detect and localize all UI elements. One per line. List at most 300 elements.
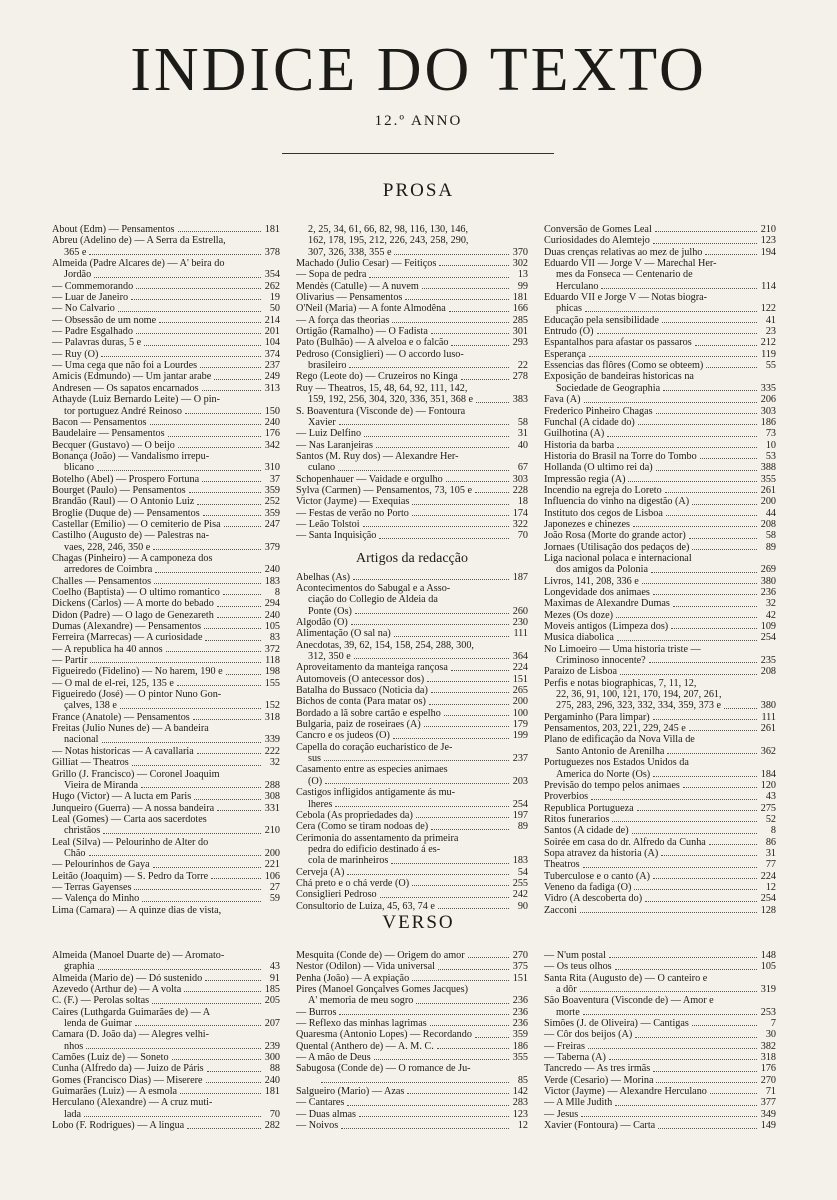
leader-dots bbox=[673, 606, 757, 607]
entry-text: S. Boaventura (Visconde de) — Fontoura bbox=[296, 405, 466, 417]
page-number: 275 bbox=[760, 802, 776, 814]
entry-text: Mezes (Os doze) bbox=[544, 609, 614, 621]
page-number: 99 bbox=[517, 280, 528, 292]
entry-text: culano bbox=[308, 462, 336, 474]
index-entry bbox=[544, 621, 776, 632]
page-number: 270 bbox=[512, 950, 528, 961]
leader-dots bbox=[635, 1037, 757, 1038]
entry-text: O'Neil (Maria) — A fonte Almodêna bbox=[296, 303, 446, 315]
entry-text: 162, 178, 195, 212, 226, 243, 258, 290, bbox=[308, 235, 469, 247]
entry-text: Dumas (Alexandre) — Pensamentos bbox=[52, 621, 202, 633]
leader-dots bbox=[431, 692, 509, 693]
index-entry bbox=[52, 700, 280, 711]
index-entry bbox=[52, 791, 280, 802]
leader-dots bbox=[335, 806, 509, 807]
leader-dots bbox=[692, 504, 757, 505]
entry-text: Guimarães (Luiz) — A esmola bbox=[52, 1086, 178, 1098]
page-number: 236 bbox=[512, 995, 528, 1007]
page-number: 10 bbox=[765, 439, 776, 451]
index-entry bbox=[52, 326, 280, 337]
index-entry bbox=[296, 821, 528, 832]
page-number: 149 bbox=[760, 1120, 776, 1132]
leader-dots bbox=[617, 640, 757, 641]
index-entry bbox=[52, 995, 280, 1006]
leader-dots bbox=[359, 1116, 509, 1117]
leader-dots bbox=[392, 322, 509, 323]
entry-text: — Ruy (O) bbox=[52, 348, 99, 360]
entry-text: Zacconi bbox=[544, 904, 577, 916]
index-entry bbox=[544, 632, 776, 643]
entry-text: Caires (Luthgarda Guimarães de) — A bbox=[52, 1006, 211, 1018]
entry-text: — Obsessão de um nome bbox=[52, 314, 157, 326]
entry-text: 365 e bbox=[64, 246, 87, 258]
index-entry bbox=[296, 508, 528, 519]
page-number: 197 bbox=[512, 809, 528, 821]
entry-text: Curiosidades do Alemtejo bbox=[544, 235, 650, 247]
leader-dots bbox=[178, 447, 261, 448]
page-number: 278 bbox=[512, 371, 528, 383]
index-entry bbox=[296, 269, 528, 280]
page-number: 221 bbox=[264, 859, 280, 871]
index-entry bbox=[296, 583, 528, 594]
index-entry bbox=[544, 644, 776, 655]
index-entry bbox=[544, 530, 776, 541]
leader-dots bbox=[217, 810, 261, 811]
leader-dots bbox=[184, 991, 261, 992]
entry-text: Jornaes (Utilisação dos pedaços de) bbox=[544, 541, 690, 553]
index-entry bbox=[52, 825, 280, 836]
entry-text: Nestor (Odilon) — Vida universal bbox=[296, 961, 435, 973]
index-entry bbox=[52, 258, 280, 269]
index-entry bbox=[52, 292, 280, 303]
leader-dots bbox=[655, 231, 757, 232]
leader-dots bbox=[653, 243, 757, 244]
entry-text: C. (F.) — Perolas soltas bbox=[52, 995, 150, 1007]
entry-text: a dôr bbox=[556, 984, 577, 996]
index-entry bbox=[296, 440, 528, 451]
page-number: 151 bbox=[512, 673, 528, 685]
index-entry bbox=[52, 757, 280, 768]
page-number: 123 bbox=[760, 235, 776, 247]
leader-dots bbox=[427, 681, 509, 682]
entry-text: Historia do Brasil na Torre do Tombo bbox=[544, 450, 697, 462]
index-entry bbox=[52, 451, 280, 462]
page-number: 354 bbox=[264, 269, 280, 281]
entry-text: — O mal de el-rei, 125, 135 e bbox=[52, 677, 174, 689]
entry-text: tor portuguez André Reinoso bbox=[64, 405, 182, 417]
leader-dots bbox=[692, 1025, 757, 1026]
page-number: 200 bbox=[264, 847, 280, 859]
index-entry bbox=[296, 810, 528, 821]
entry-text: Proverbios bbox=[544, 791, 589, 803]
page-number: 203 bbox=[512, 775, 528, 787]
entry-text: 312, 350 e bbox=[308, 651, 351, 663]
leader-dots bbox=[633, 526, 757, 527]
entry-text: — Cantares bbox=[296, 1097, 345, 1109]
entry-text: A' memoria de meu sogro bbox=[308, 995, 414, 1007]
index-entry bbox=[296, 730, 528, 741]
page-number: 70 bbox=[517, 530, 528, 542]
page-number: 122 bbox=[760, 303, 776, 315]
leader-dots bbox=[202, 390, 261, 391]
index-entry bbox=[296, 451, 528, 462]
entry-text: Chá preto e o chá verde (O) bbox=[296, 877, 410, 889]
page-number: 377 bbox=[760, 1097, 776, 1109]
entry-text: Lima (Camara) — A quinze dias de vista, bbox=[52, 904, 222, 916]
page-number: 73 bbox=[765, 428, 776, 440]
entry-text: — Sopa de pedra bbox=[296, 269, 367, 281]
index-entry bbox=[296, 1041, 528, 1052]
leader-dots bbox=[632, 833, 757, 834]
index-entry bbox=[296, 326, 528, 337]
index-entry bbox=[52, 1063, 280, 1074]
entry-text: Santos (M. Ruy dos) — Alexandre Her- bbox=[296, 450, 459, 462]
leader-dots bbox=[144, 345, 261, 346]
leader-dots bbox=[89, 855, 261, 856]
entry-text: Paraizo de Lisboa bbox=[544, 666, 617, 678]
index-entry bbox=[296, 394, 528, 405]
page-number: 359 bbox=[512, 1029, 528, 1041]
index-entry bbox=[296, 787, 528, 798]
entry-text: — Duas almas bbox=[296, 1108, 356, 1120]
index-entry bbox=[52, 1120, 280, 1131]
index-entry bbox=[52, 247, 280, 258]
page-number: 176 bbox=[760, 1063, 776, 1075]
page-number: 240 bbox=[264, 1074, 280, 1086]
leader-dots bbox=[583, 867, 757, 868]
page-number: 372 bbox=[264, 643, 280, 655]
index-entry bbox=[544, 383, 776, 394]
entry-text: — Partir bbox=[52, 655, 88, 667]
leader-dots bbox=[120, 708, 261, 709]
index-entry bbox=[544, 519, 776, 530]
page-number: 310 bbox=[264, 462, 280, 474]
entry-text: No Limoeiro — Uma historia triste — bbox=[544, 643, 701, 655]
index-entry bbox=[544, 882, 776, 893]
index-entry bbox=[544, 508, 776, 519]
entry-text: France (Anatole) — Pensamentos bbox=[52, 711, 190, 723]
leader-dots bbox=[412, 515, 509, 516]
page-number: 239 bbox=[264, 1040, 280, 1052]
entry-text: — Luiz Delfino bbox=[296, 428, 362, 440]
leader-dots bbox=[444, 715, 509, 716]
entry-text: Freitas (Julio Nunes de) — A bandeira bbox=[52, 723, 209, 735]
leader-dots bbox=[653, 878, 757, 879]
page-number: 270 bbox=[760, 1074, 776, 1086]
index-entry bbox=[544, 1086, 776, 1097]
index-entry bbox=[52, 337, 280, 348]
entry-text: Leal (Silva) — Pelourinho de Alter do bbox=[52, 836, 209, 848]
leader-dots bbox=[451, 670, 509, 671]
leader-dots bbox=[364, 436, 509, 437]
page-number: 254 bbox=[512, 798, 528, 810]
leader-dots bbox=[665, 492, 757, 493]
leader-dots bbox=[412, 504, 509, 505]
entry-text: Grillo (J. Francisco) — Coronel Joaquim bbox=[52, 768, 220, 780]
index-entry bbox=[52, 1097, 280, 1108]
page-number: 155 bbox=[264, 677, 280, 689]
index-entry bbox=[52, 1109, 280, 1120]
index-entry bbox=[544, 837, 776, 848]
verso-column-2 bbox=[296, 950, 528, 1132]
leader-dots bbox=[416, 817, 509, 818]
index-entry bbox=[52, 315, 280, 326]
index-entry bbox=[52, 848, 280, 859]
entry-text: graphia bbox=[64, 961, 95, 973]
leader-dots bbox=[584, 402, 758, 403]
leader-dots bbox=[580, 991, 757, 992]
index-entry bbox=[52, 655, 280, 666]
entry-text: Cebola (As propriedades da) bbox=[296, 809, 413, 821]
index-entry bbox=[296, 651, 528, 662]
leader-dots bbox=[86, 1048, 261, 1049]
entry-text: — N'um postal bbox=[544, 950, 606, 961]
entry-text: Incendio na egreja do Loreto bbox=[544, 484, 662, 496]
leader-dots bbox=[695, 345, 757, 346]
page-number: 89 bbox=[517, 821, 528, 833]
entry-text: Herculano bbox=[556, 280, 599, 292]
section-heading-prosa: PROSA bbox=[382, 180, 455, 201]
entry-text: — Commemorando bbox=[52, 280, 134, 292]
page-number: 236 bbox=[512, 1018, 528, 1030]
entry-text: Baudelaire — Pensamentos bbox=[52, 428, 165, 440]
index-entry bbox=[296, 281, 528, 292]
entry-text: Quental (Anthero de) — A. M. C. bbox=[296, 1040, 434, 1052]
leader-dots bbox=[226, 674, 261, 675]
index-entry bbox=[52, 803, 280, 814]
leader-dots bbox=[438, 969, 509, 970]
index-entry bbox=[544, 712, 776, 723]
index-entry bbox=[544, 258, 776, 269]
leader-dots bbox=[224, 526, 261, 527]
entry-text: Sabugosa (Conde de) — O romance de Ju- bbox=[296, 1063, 471, 1075]
entry-text: Gilliat — Theatros bbox=[52, 757, 129, 769]
index-entry bbox=[544, 281, 776, 292]
index-entry bbox=[296, 1075, 528, 1086]
index-entry bbox=[296, 1007, 528, 1018]
entry-text: Eduardo VII e Jorge V — Notas biogra- bbox=[544, 292, 708, 304]
index-entry bbox=[52, 235, 280, 246]
title-divider bbox=[282, 153, 554, 154]
page-number: 230 bbox=[512, 617, 528, 628]
page-number: 200 bbox=[760, 496, 776, 508]
page-number: 359 bbox=[264, 484, 280, 496]
leader-dots bbox=[616, 617, 757, 618]
entry-text: Rego (Leote do) — Cruzeiros no Kinga bbox=[296, 371, 458, 383]
page-number: 181 bbox=[512, 292, 528, 304]
leader-dots bbox=[339, 1014, 509, 1015]
leader-dots bbox=[700, 458, 757, 459]
page-number: 31 bbox=[765, 847, 776, 859]
index-entry bbox=[296, 337, 528, 348]
page-number: 265 bbox=[512, 685, 528, 697]
page-number: 111 bbox=[513, 628, 528, 640]
entry-text: — A mão de Deus bbox=[296, 1052, 371, 1064]
entry-text: Abreu (Adelino de) — A Serra da Estrella, bbox=[52, 235, 226, 247]
entry-text: Xavier (Fontoura) — Carta bbox=[544, 1120, 656, 1132]
leader-dots bbox=[394, 254, 509, 255]
leader-dots bbox=[653, 1071, 757, 1072]
leader-dots bbox=[724, 708, 757, 709]
leader-dots bbox=[405, 299, 509, 300]
leader-dots bbox=[416, 1003, 509, 1004]
entry-text: Aproveitamento da manteiga rançosa bbox=[296, 662, 448, 674]
page-number: 383 bbox=[512, 394, 528, 406]
leader-dots bbox=[206, 1082, 261, 1083]
leader-dots bbox=[205, 980, 261, 981]
index-entry bbox=[544, 1007, 776, 1018]
entry-text: pedra do edificio destinado á es- bbox=[308, 843, 441, 855]
entry-text: Consiglieri Pedroso bbox=[296, 889, 377, 901]
index-entry bbox=[296, 594, 528, 605]
entry-text: — Nas Laranjeiras bbox=[296, 439, 373, 451]
index-entry bbox=[52, 428, 280, 439]
index-entry bbox=[52, 882, 280, 893]
index-entry bbox=[52, 485, 280, 496]
page-number: 237 bbox=[264, 360, 280, 372]
leader-dots bbox=[347, 874, 509, 875]
page-number: 142 bbox=[512, 1086, 528, 1098]
entry-text: lheres bbox=[308, 798, 333, 810]
page-number: 150 bbox=[264, 405, 280, 417]
leader-dots bbox=[136, 333, 261, 334]
leader-dots bbox=[197, 504, 261, 505]
page-number: 235 bbox=[760, 655, 776, 667]
entry-text: Guilhotina (A) bbox=[544, 428, 605, 440]
leader-dots bbox=[154, 583, 261, 584]
page-number: 200 bbox=[512, 696, 528, 708]
leader-dots bbox=[424, 726, 509, 727]
page-number: 242 bbox=[512, 889, 528, 901]
index-entry bbox=[52, 303, 280, 314]
index-entry bbox=[52, 281, 280, 292]
leader-dots bbox=[585, 311, 757, 312]
page-number: 90 bbox=[517, 900, 528, 912]
index-entry bbox=[296, 235, 528, 246]
leader-dots bbox=[204, 628, 261, 629]
entry-text: Penha (João) — A expiação bbox=[296, 972, 410, 984]
index-entry bbox=[296, 662, 528, 673]
entry-text: Espantalhos para afastar os passaros bbox=[544, 337, 692, 349]
index-entry bbox=[544, 871, 776, 882]
page-number: 255 bbox=[512, 877, 528, 889]
page-number: 54 bbox=[517, 866, 528, 878]
leader-dots bbox=[150, 424, 261, 425]
page-number: 349 bbox=[760, 1108, 776, 1120]
index-entry bbox=[544, 1075, 776, 1086]
index-entry bbox=[296, 719, 528, 730]
leader-dots bbox=[710, 1093, 757, 1094]
page-number: 224 bbox=[512, 662, 528, 674]
entry-text: 275, 283, 296, 323, 332, 334, 359, 373 e bbox=[556, 700, 721, 712]
index-entry bbox=[296, 685, 528, 696]
leader-dots bbox=[379, 538, 509, 539]
index-entry bbox=[544, 235, 776, 246]
page-number: 100 bbox=[512, 707, 528, 719]
page-number: 181 bbox=[264, 1086, 280, 1098]
entry-text: Schopenhauer — Vaidade e orgulho bbox=[296, 473, 443, 485]
entry-text: — Leão Tolstoi bbox=[296, 518, 360, 530]
index-entry bbox=[296, 867, 528, 878]
leader-dots bbox=[615, 1105, 757, 1106]
index-entry bbox=[52, 474, 280, 485]
leader-dots bbox=[651, 572, 757, 573]
index-entry bbox=[544, 700, 776, 711]
index-entry bbox=[296, 519, 528, 530]
entry-text: Mendès (Catulle) — A nuvem bbox=[296, 280, 419, 292]
entry-text: Mesquita (Conde de) — Origem do amor bbox=[296, 950, 465, 961]
index-entry bbox=[52, 553, 280, 564]
leader-dots bbox=[155, 572, 261, 573]
leader-dots bbox=[446, 481, 509, 482]
entry-text: Impressão regia (A) bbox=[544, 473, 626, 485]
index-entry bbox=[544, 1120, 776, 1131]
entry-text: (O) bbox=[308, 775, 323, 787]
leader-dots bbox=[475, 492, 509, 493]
index-entry bbox=[544, 689, 776, 700]
leader-dots bbox=[667, 753, 757, 754]
leader-dots bbox=[90, 662, 261, 663]
leader-dots bbox=[422, 288, 509, 289]
leader-dots bbox=[583, 1014, 757, 1015]
index-entry bbox=[544, 598, 776, 609]
page-number: 222 bbox=[264, 745, 280, 757]
index-entry bbox=[544, 655, 776, 666]
index-entry bbox=[544, 247, 776, 258]
leader-dots bbox=[468, 957, 509, 958]
index-entry bbox=[296, 1097, 528, 1108]
entry-text: Eduardo VII — Jorge V — Marechal Her- bbox=[544, 258, 717, 270]
page-number: 249 bbox=[264, 371, 280, 383]
prosa-column-3 bbox=[544, 224, 776, 916]
index-entry bbox=[544, 848, 776, 859]
page-number: 208 bbox=[760, 666, 776, 678]
entry-text: Cera (Como se tiram nodoas de) bbox=[296, 821, 429, 833]
entry-text: vaes, 228, 246, 350 e bbox=[64, 541, 151, 553]
leader-dots bbox=[628, 481, 757, 482]
leader-dots bbox=[102, 742, 261, 743]
entry-text: Duas crenças relativas ao mez de julho bbox=[544, 246, 703, 258]
page-number: 187 bbox=[512, 571, 528, 583]
page-number: 240 bbox=[264, 564, 280, 576]
index-entry bbox=[52, 1086, 280, 1097]
page-number: 374 bbox=[264, 348, 280, 360]
leader-dots bbox=[689, 730, 757, 731]
leader-dots bbox=[706, 367, 757, 368]
index-entry bbox=[52, 780, 280, 791]
entry-text: Pensamentos, 203, 221, 229, 245 e bbox=[544, 723, 686, 735]
leader-dots bbox=[607, 436, 757, 437]
entry-text: Maximas de Alexandre Dumas bbox=[544, 598, 670, 610]
leader-dots bbox=[591, 799, 757, 800]
entry-text: Victor (Jayme) — Alexandre Herculano bbox=[544, 1086, 707, 1098]
leader-dots bbox=[638, 424, 757, 425]
entry-text: Almeida (Manoel Duarte de) — Aromato- bbox=[52, 950, 225, 961]
leader-dots bbox=[637, 810, 757, 811]
page-number: 198 bbox=[264, 666, 280, 678]
entry-text: — Burros bbox=[296, 1006, 337, 1018]
entry-text: Sylva (Carmen) — Pensamentos, 73, 105 e bbox=[296, 484, 472, 496]
index-entry bbox=[52, 769, 280, 780]
leader-dots bbox=[661, 855, 757, 856]
index-entry bbox=[296, 889, 528, 900]
leader-dots bbox=[589, 356, 757, 357]
entry-text: Bonança (João) — Vandalismo irrepu- bbox=[52, 450, 210, 462]
index-entry bbox=[296, 1109, 528, 1120]
index-entry bbox=[296, 258, 528, 269]
index-entry bbox=[52, 871, 280, 882]
entry-text: — No Calvario bbox=[52, 303, 115, 315]
